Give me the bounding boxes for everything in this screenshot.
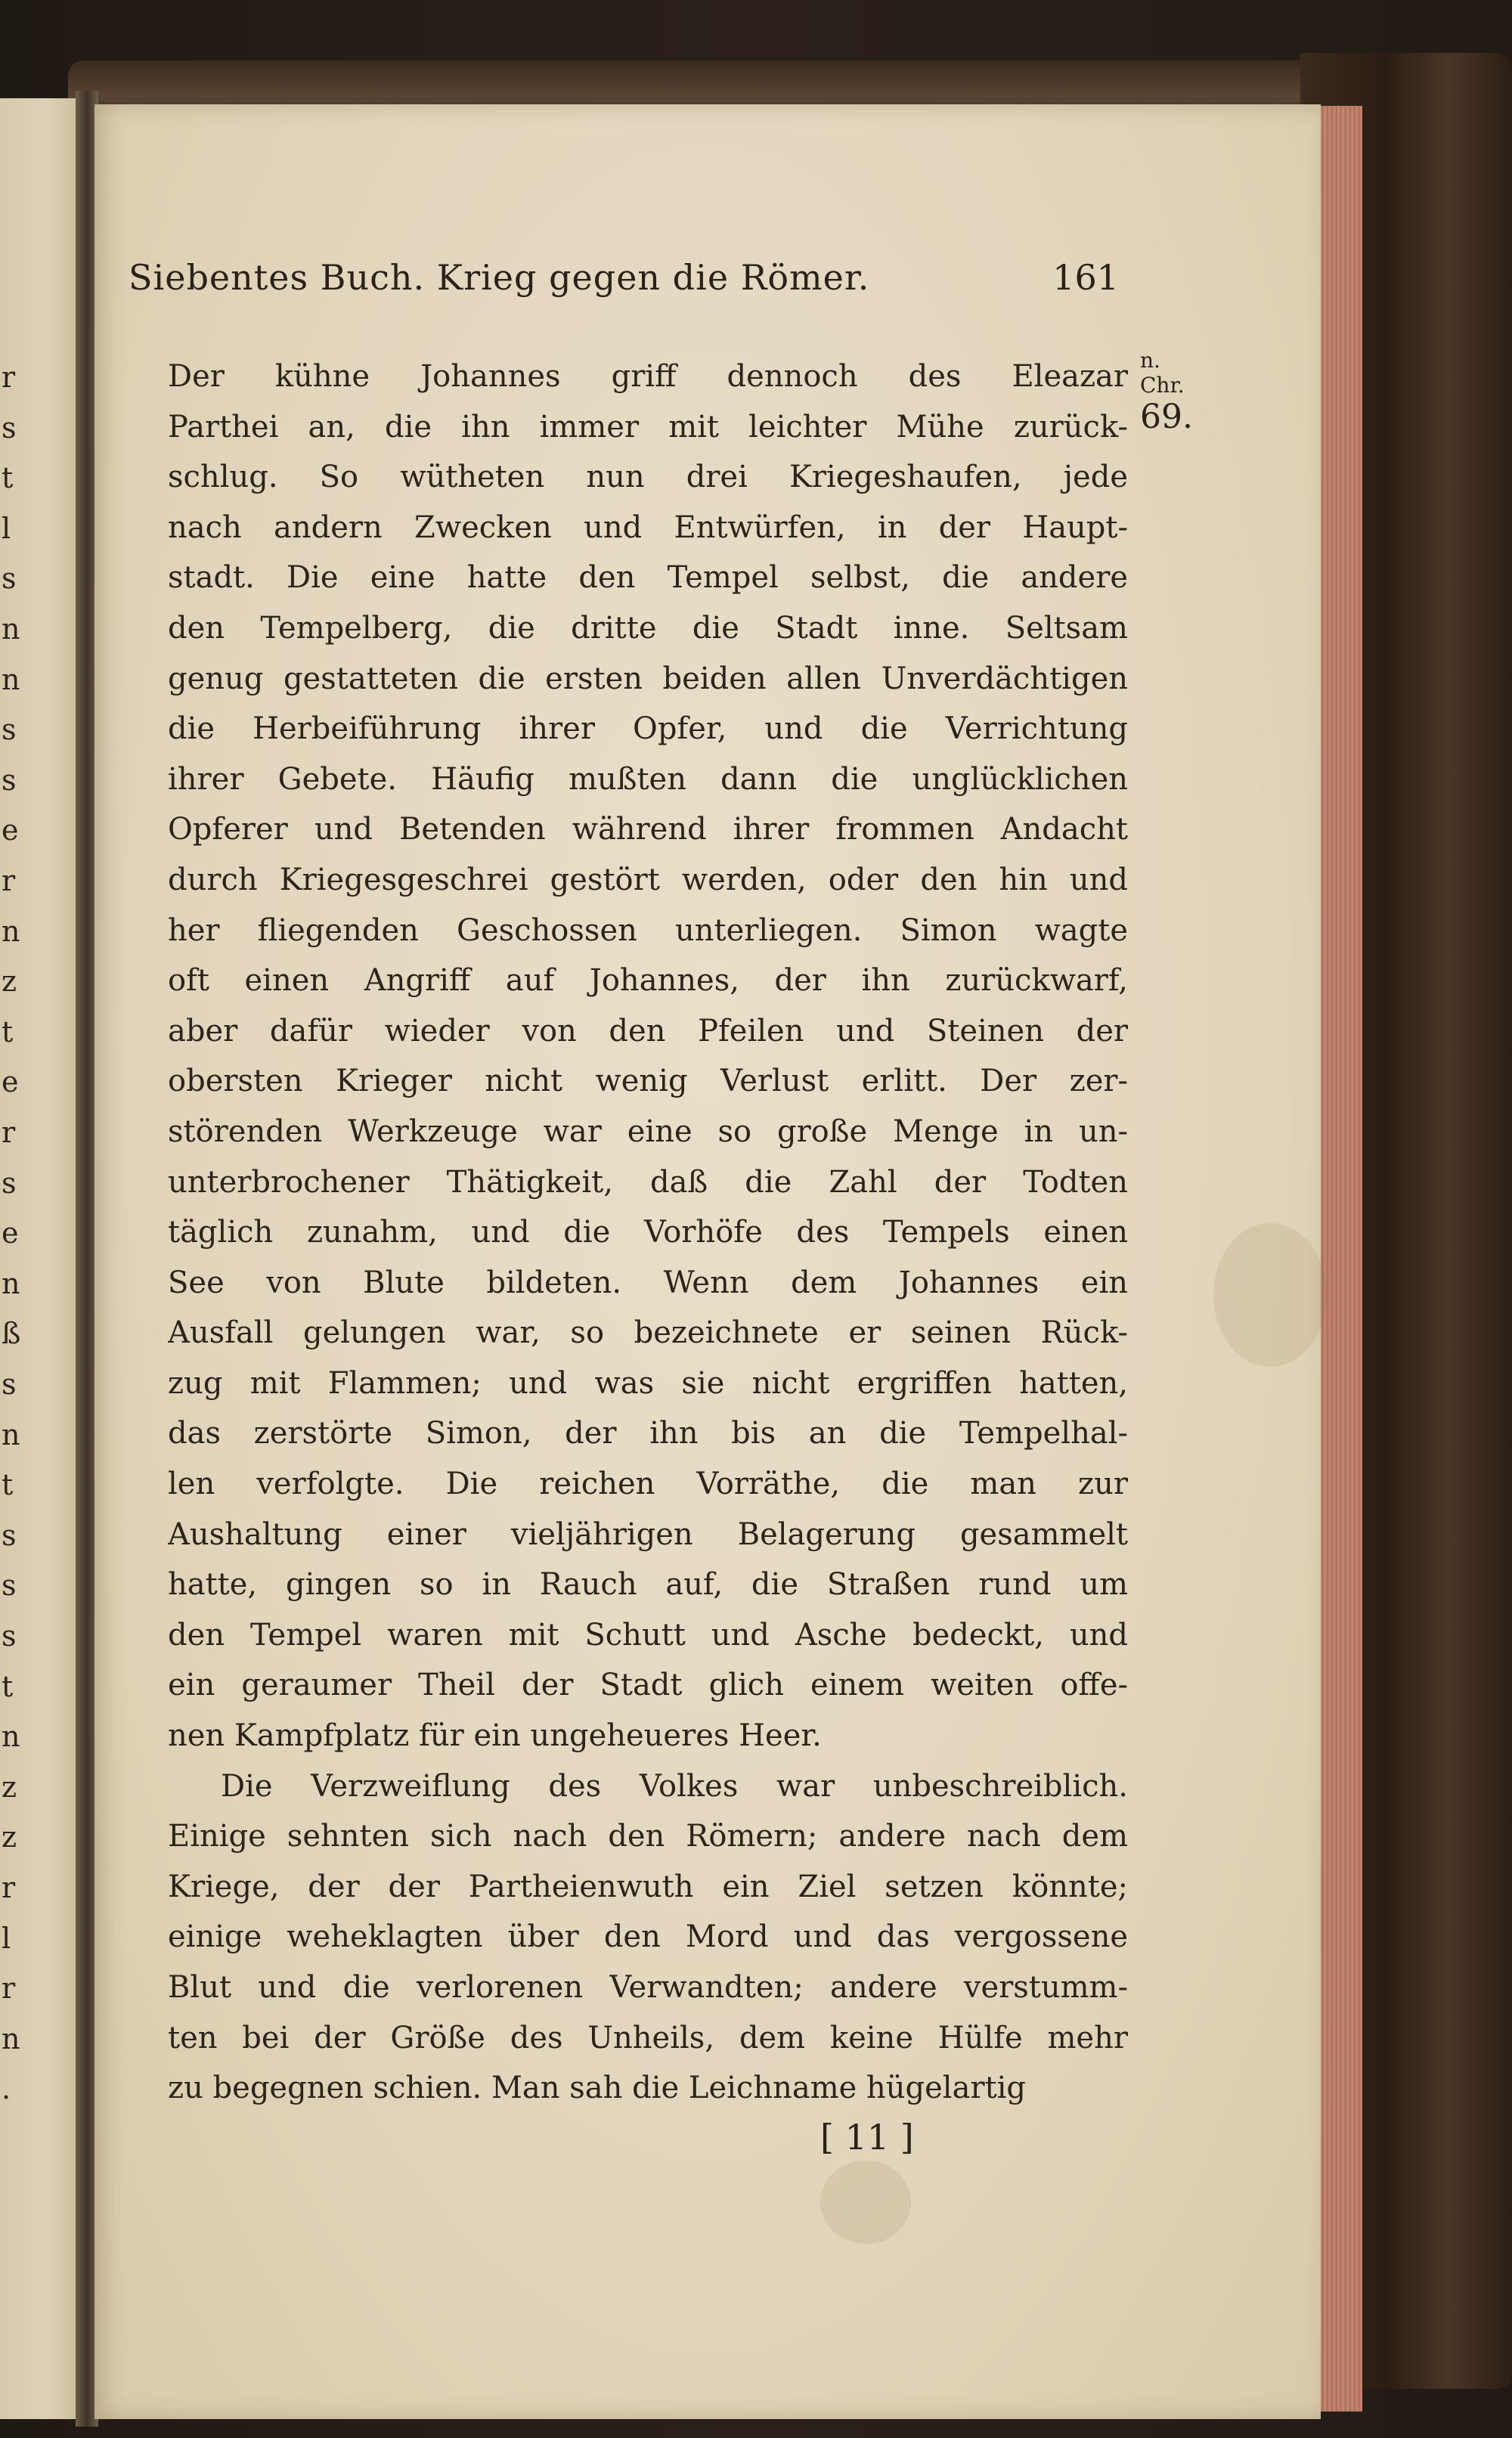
left-page-char: s <box>2 410 17 445</box>
text-line: das zerstörte Simon, der ihn bis an die Tempelhal- <box>168 1416 1128 1451</box>
left-page-char: s <box>2 763 17 797</box>
left-page-fragment <box>0 98 82 2419</box>
text-line: den Tempel waren mit Schutt und Asche bedeckt, und <box>168 1617 1128 1653</box>
left-page-char: n <box>2 612 20 646</box>
left-page-char: n <box>2 1417 20 1451</box>
left-page-char: e <box>2 1065 19 1099</box>
left-page-char: s <box>2 1569 17 1603</box>
left-page-char: r <box>2 1972 16 2006</box>
text-line: ten bei der Größe des Unheils, dem keine Hülfe mehr <box>168 2020 1128 2055</box>
left-page-char: z <box>2 1820 17 1854</box>
text-line: stadt. Die eine hatte den Tempel selbst, die andere <box>168 560 1128 596</box>
text-line: Aushaltung einer vieljährigen Belagerung gesammelt <box>168 1516 1128 1552</box>
margin-year: 69. <box>1140 398 1193 436</box>
left-page-char: n <box>2 662 20 696</box>
text-line: täglich zunahm, und die Vorhöfe des Tempels einen <box>168 1215 1128 1250</box>
left-page-char: r <box>2 864 16 897</box>
signature-mark: [ 11 ] <box>820 2117 914 2158</box>
left-page-char: n <box>2 2021 20 2055</box>
left-page-char: r <box>2 1871 16 1904</box>
text-line: oft einen Angriff auf Johannes, der ihn zurückwarf, <box>168 963 1128 999</box>
text-line: See von Blute bildeten. Wenn dem Johannes ein <box>168 1265 1128 1300</box>
running-title: Siebentes Buch. Krieg gegen die Römer. <box>129 257 870 298</box>
left-page-char: t <box>2 1015 14 1049</box>
margin-date-note <box>1140 348 1208 436</box>
text-line: einige weheklagten über den Mord und das vergossene <box>168 1919 1128 1955</box>
left-page-char: n <box>2 914 20 948</box>
left-page-char: r <box>2 361 16 394</box>
text-line: genug gestatteten die ersten beiden allen Unverdächtigen <box>168 661 1128 696</box>
text-line: durch Kriegesgeschrei gestört werden, oder den hin und <box>168 862 1128 897</box>
left-page-char: z <box>2 965 17 999</box>
text-line: ihrer Gebete. Häufig mußten dann die unglücklichen <box>168 761 1128 797</box>
left-page-char: s <box>2 1166 17 1200</box>
text-line: zu begegnen schien. Man sah die Leichname hügelartig <box>168 2071 1027 2106</box>
text-line: obersten Krieger nicht wenig Verlust erlitt. Der zer- <box>168 1064 1128 1099</box>
text-line: den Tempelberg, die dritte die Stadt inne. Seltsam <box>168 610 1128 646</box>
left-page-char: z <box>2 1770 17 1804</box>
text-line: unterbrochener Thätigkeit, daß die Zahl der Todten <box>168 1164 1128 1200</box>
text-line: die Herbeiführung ihrer Opfer, und die Verrichtung <box>168 711 1128 747</box>
left-page-char: r <box>2 1116 16 1149</box>
left-page-char: l <box>2 1921 11 1955</box>
text-line: Opferer und Betenden während ihrer frommen Andacht <box>168 812 1128 847</box>
left-page-char: s <box>2 1518 17 1552</box>
left-page-char: ß <box>2 1317 21 1351</box>
text-line: Die Verzweiflung des Volkes war unbeschreiblich. <box>221 1768 1128 1804</box>
text-line: Einige sehnten sich nach den Römern; andere nach dem <box>168 1819 1128 1854</box>
text-line: störenden Werkzeuge war eine so große Menge in un- <box>168 1114 1128 1149</box>
left-page-char: s <box>2 1368 17 1401</box>
text-line: her fliegenden Geschossen unterliegen. Simon wagte <box>168 912 1128 948</box>
text-line: aber dafür wieder von den Pfeilen und Steinen der <box>168 1013 1128 1049</box>
left-page-char: t <box>2 1669 14 1703</box>
left-page-char: n <box>2 1266 20 1300</box>
text-line: hatte, gingen so in Rauch auf, die Straßen rund um <box>168 1567 1128 1603</box>
text-line: Blut und die verlorenen Verwandten; andere verstumm- <box>168 1970 1128 2005</box>
left-page-char: s <box>2 713 17 747</box>
page-number: 161 <box>1052 257 1119 298</box>
margin-era: n. Chr. <box>1140 348 1185 398</box>
running-header <box>129 257 1119 318</box>
left-page-char: . <box>2 2072 11 2106</box>
text-line: zug mit Flammen; und was sie nicht ergriffen hatten, <box>168 1365 1128 1401</box>
text-line: nach andern Zwecken und Entwürfen, in der Haupt- <box>168 510 1128 545</box>
text-line: Ausfall gelungen war, so bezeichnete er seinen Rück- <box>168 1315 1128 1351</box>
text-line: len verfolgte. Die reichen Vorräthe, die man zur <box>168 1467 1128 1502</box>
left-page-char: e <box>2 813 19 847</box>
left-page-char: e <box>2 1216 19 1250</box>
left-page-char: t <box>2 1468 14 1502</box>
left-page-char: n <box>2 1720 20 1754</box>
text-line: schlug. So wütheten nun drei Kriegeshaufen, jede <box>168 460 1128 495</box>
text-line: Kriege, der der Partheienwuth ein Ziel setzen könnte; <box>168 1869 1128 1904</box>
left-page-char: t <box>2 461 14 495</box>
text-line: nen Kampfplatz für ein ungeheueres Heer. <box>168 1718 822 1754</box>
text-line: Parthei an, die ihn immer mit leichter Mühe zurück- <box>168 409 1128 445</box>
text-line: ein geraumer Theil der Stadt glich einem weiten offe- <box>168 1668 1128 1703</box>
left-page-char: l <box>2 511 11 545</box>
paper-stain <box>820 2161 911 2244</box>
left-page-char: s <box>2 562 17 596</box>
text-line: Der kühne Johannes griff dennoch des Eleazar <box>168 359 1128 394</box>
paper-stain <box>1213 1223 1327 1367</box>
body-text <box>168 352 1128 2114</box>
left-page-char: s <box>2 1619 17 1653</box>
